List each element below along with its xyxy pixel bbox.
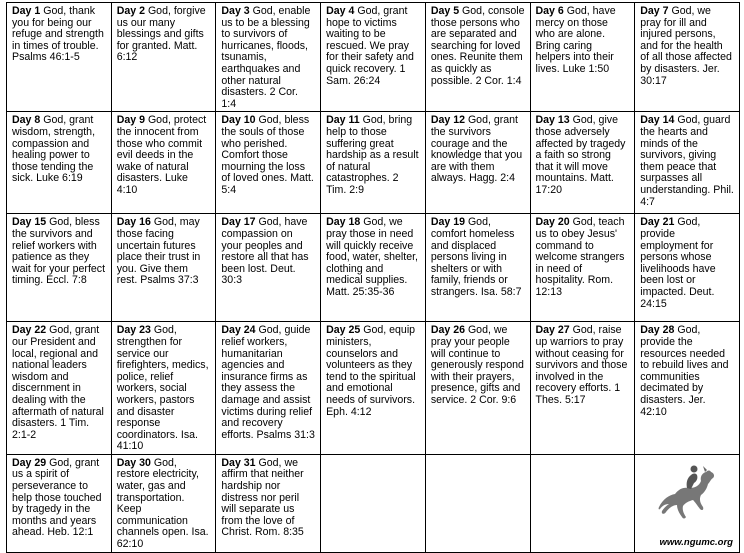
prayer-text: God, strengthen for service our firefighters, medics, police, relief workers, social workers, pastors and disaster response coordinators. Isa. 41:10	[116, 324, 209, 453]
prayer-text: God, forgive us our many blessings and gifts for granted. Matt. 6:12	[116, 5, 206, 64]
day-cell	[425, 3, 530, 112]
day-cell	[635, 3, 740, 112]
day-cell	[111, 322, 216, 455]
day-cell	[216, 454, 321, 552]
day-label: Day 14	[640, 114, 675, 127]
day-cell	[111, 454, 216, 552]
calendar-week-row	[7, 322, 740, 455]
prayer-text: God, restore electricity, water, gas and transportation. Keep communication channels open. Isa. 62:10	[116, 456, 209, 551]
day-label: Day 30	[116, 456, 151, 469]
day-label: Day 10	[221, 114, 256, 127]
empty-cell	[530, 454, 635, 552]
prayer-text: God, grant us a spirit of perseverance to help those touched by tragedy in the months and years ahead. Heb. 12:1	[12, 456, 102, 539]
prayer-text: God, guide relief workers, humanitarian agencies and insurance firms as they assess the damage and assist victims during relief and recovery efforts. Psalms 31:3	[221, 324, 315, 441]
day-label: Day 26	[430, 324, 465, 337]
day-label: Day 13	[535, 114, 570, 127]
day-label: Day 27	[535, 324, 570, 337]
day-cell	[216, 3, 321, 112]
day-cell	[530, 214, 635, 322]
day-label: Day 11	[326, 114, 360, 127]
day-label: Day 25	[326, 324, 361, 337]
day-label: Day 5	[430, 5, 460, 17]
prayer-text: God, grant our President and local, regional and national leaders wisdom and discernment in dealing with the aftermath of natural disasters. 1 Tim. 2:1-2	[12, 324, 104, 441]
day-cell	[425, 322, 530, 455]
day-cell	[216, 112, 321, 214]
day-label: Day 29	[12, 456, 47, 469]
calendar-week-row	[7, 454, 740, 552]
prayer-text: God, grant hope to victims waiting to be rescued. We pray for their safety and quick recovery. 1 Sam. 26:24	[326, 5, 414, 87]
prayer-text: God, we pray those in need will quickly receive food, water, shelter, clothing and medical supplies. Matt. 25:35-36	[326, 216, 418, 298]
day-label: Day 1	[12, 5, 41, 17]
day-cell	[425, 112, 530, 214]
prayer-text: God, protect the innocent from those who commit evil deeds in the wake of natural disasters. Luke 4:10	[116, 114, 207, 196]
prayer-text: God, grant wisdom, strength, compassion and healing power to those tending the sick. Luke 6:19	[12, 114, 96, 185]
day-label: Day 9	[116, 114, 145, 127]
day-cell	[7, 454, 112, 552]
prayer-text: God, guard the hearts and minds of the survivors, giving them peace that surpasses all understanding. Phil. 4:7	[640, 114, 734, 208]
calendar-week-row	[7, 112, 740, 214]
horse-rider-icon	[653, 461, 717, 523]
day-label: Day 21	[640, 216, 675, 229]
day-label: Day 22	[12, 324, 47, 337]
day-cell	[7, 3, 112, 112]
prayer-text: God, we pray for ill and injured persons, and for the health of all those affected by disasters. Jer. 30:17	[640, 5, 732, 87]
day-label: Day 12	[430, 114, 465, 127]
day-label: Day 28	[640, 324, 675, 337]
day-cell	[635, 214, 740, 322]
day-label: Day 19	[430, 216, 465, 229]
website-url: www.ngumc.org	[659, 537, 733, 549]
day-cell	[635, 112, 740, 214]
day-label: Day 24	[221, 324, 256, 337]
empty-cell	[425, 454, 530, 552]
prayer-text: God, comfort homeless and displaced persons living in shelters or with family, friends or strangers. Isa. 58:7	[430, 216, 522, 298]
day-label: Day 18	[326, 216, 361, 229]
day-cell	[216, 322, 321, 455]
day-label: Day 2	[116, 5, 145, 17]
calendar-body	[7, 3, 740, 553]
day-label: Day 7	[640, 5, 669, 17]
day-label: Day 23	[116, 324, 151, 337]
prayer-text: God, provide the resources needed to rebuild lives and communities decimated by disasters. Jer. 42:10	[640, 324, 729, 418]
day-cell	[321, 112, 426, 214]
day-cell	[111, 112, 216, 214]
day-label: Day 31	[221, 456, 256, 469]
prayer-text: God, equip ministers, counselors and volunteers as they tend to the spiritual and emotional needs of survivors. Eph. 4:12	[326, 324, 416, 418]
calendar-week-row	[7, 214, 740, 322]
day-label: Day 20	[535, 216, 570, 229]
calendar-week-row	[7, 3, 740, 112]
prayer-text: God, bless the survivors and relief workers with patience as they wait for your perfect timing. Eccl. 7:8	[12, 216, 106, 287]
day-label: Day 15	[12, 216, 47, 229]
prayer-text: God, give those adversely affected by tragedy a faith so strong that it will move mountains. Matt. 17:20	[535, 114, 626, 196]
prayer-calendar-table	[6, 2, 740, 553]
prayer-text: God, enable us to be a blessing to survivors of hurricanes, floods, tsunamis, earthquakes and other natural disasters. 2 Cor. 1:4	[221, 5, 311, 110]
prayer-text: God, we affirm that neither hardship nor distress nor peril will separate us from the love of Christ. Rom. 8:35	[221, 456, 304, 539]
day-cell	[7, 112, 112, 214]
day-cell	[321, 322, 426, 455]
day-cell	[321, 214, 426, 322]
logo-cell	[635, 454, 740, 552]
prayer-text: God, have compassion on your peoples and restore all that has been lost. Deut. 30:3	[221, 216, 309, 287]
prayer-text: God, raise up warriors to pray without ceasing for survivors and those involved in the recovery efforts. 1 Thes. 5:17	[535, 324, 628, 406]
day-cell	[7, 214, 112, 322]
prayer-text: God, provide employment for persons whose livelihoods have been lost or impacted. Deut. 24:15	[640, 216, 716, 310]
day-cell	[111, 214, 216, 322]
day-cell	[321, 3, 426, 112]
prayer-text: God, grant the survivors courage and the knowledge that you are with them always. Hagg. 2:4	[430, 114, 523, 185]
prayer-text: God, thank you for being our refuge and strength in times of trouble. Psalms 46:1-5	[12, 5, 104, 64]
day-cell	[7, 322, 112, 455]
prayer-text: God, bless the souls of those who perished. Comfort those mourning the loss of loved ones. Matt. 5:4	[221, 114, 314, 196]
day-cell	[530, 112, 635, 214]
prayer-text: God, bring help to those suffering great hardship as a result of natural catastrophes. 2 Tim. 2:9	[326, 114, 419, 196]
day-label: Day 8	[12, 114, 41, 127]
day-label: Day 4	[326, 5, 355, 17]
prayer-text: God, we pray your people will continue to generously respond with their prayers, presence, gifts and service. 2 Cor. 9:6	[430, 324, 524, 406]
prayer-text: God, have mercy on those who are alone. Bring caring helpers into their lives. Luke 1:50	[535, 5, 616, 75]
prayer-text: God, console those persons who are separated and searching for loved ones. Reunite them as quickly as possible. 2 Cor. 1:4	[430, 5, 525, 87]
empty-cell	[321, 454, 426, 552]
prayer-text: God, teach us to obey Jesus' command to welcome strangers in need of hospitality. Rom. 12:13	[535, 216, 625, 298]
prayer-text: God, may those facing uncertain futures place their trust in you. Give them rest. Psalms 37:3	[116, 216, 201, 287]
day-label: Day 17	[221, 216, 256, 229]
day-cell	[635, 322, 740, 455]
day-cell	[530, 3, 635, 112]
day-cell	[425, 214, 530, 322]
day-cell	[111, 3, 216, 112]
day-cell	[216, 214, 321, 322]
day-label: Day 3	[221, 5, 250, 17]
day-label: Day 16	[116, 216, 151, 229]
day-cell	[530, 322, 635, 455]
day-label: Day 6	[535, 5, 564, 17]
